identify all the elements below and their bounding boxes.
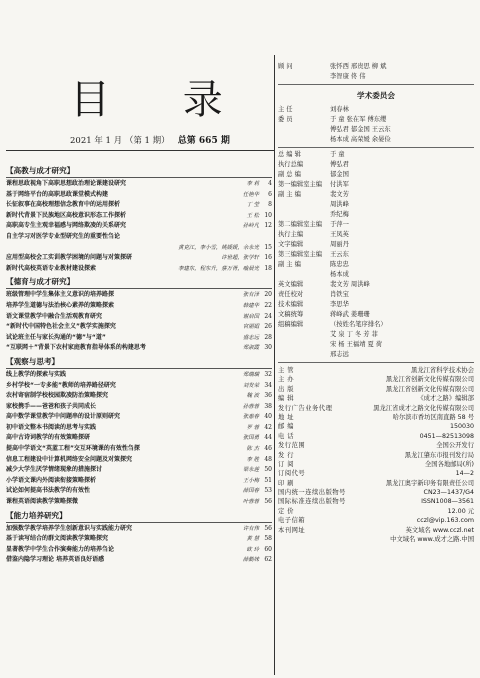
info-value: 《成才之路》编辑部 [417,395,474,403]
entry-title: 应用型高校会工实训教学困境的问题与对策探研 [6,254,133,262]
masthead-line [278,300,474,310]
issue-date: 2021 年 1 月 [70,136,123,146]
masthead-role: 文字编辑 [278,241,304,248]
info-label: 出 版 [278,385,295,393]
masthead-role: 副 主 编 [278,191,301,198]
entry-page: 56 [264,524,272,532]
toc-entry[interactable] [6,381,272,392]
entry-author: 欧 玲 [246,546,259,553]
info-value: 英文域名 www.cczl.net [405,526,474,534]
toc-entry[interactable] [6,243,272,254]
toc-entry[interactable] [6,455,272,466]
publisher-info-line [278,451,474,460]
masthead-line [278,250,474,260]
entry-author: 梁永莲 [242,467,259,474]
publisher-info-line [278,469,474,478]
masthead-line [278,72,474,82]
entry-author: 薛国春 [242,488,259,495]
masthead-names: 宋 杨 王福靖 夏 荷 [330,341,383,348]
entry-page: 36 [264,392,272,400]
entry-page: 18 [264,264,272,272]
toc-entry[interactable] [6,232,272,243]
entry-page: 58 [264,535,272,543]
entry-page: 40 [264,413,272,421]
masthead-names: 杨本成 [330,271,349,278]
info-value: 黑龙江省创新文化传媒有限公司 [385,376,474,384]
info-label: 主 管 [278,367,295,374]
masthead-line [278,150,474,160]
info-label: 发行范围 [278,442,306,450]
entry-page: 53 [264,487,272,495]
entry-title: 高职高专生主观幸福感与网络欺凌的关系研究 [6,222,127,230]
entry-page: 62 [264,556,272,564]
masthead-names: 李智康 佟 伟 [330,73,366,80]
publisher-info-line [278,385,474,394]
entry-author: 李建东，程东升，蔡万胥，喻晨光 [178,265,259,272]
entry-page: 8 [268,201,272,209]
info-value: 黑龙江省创新文化传媒有限公司 [385,385,474,393]
entry-author: 罗 蓉 [246,424,259,431]
info-label: 编 辑 [278,395,295,403]
info-value: 150030 [449,423,474,431]
masthead-names: 杨本成 高荣媛 余晏俭 [330,136,391,143]
issue-line [70,133,230,146]
entry-author: 魏 波 [246,393,259,400]
masthead-line [278,160,474,170]
masthead-line [278,135,474,145]
toc-entry[interactable] [6,444,272,455]
entry-page: 6 [268,190,272,198]
entry-title: 自主学习对医学专业型研究生的重要性刍论 [6,232,121,240]
masthead-names: 陈忠忠 [330,261,349,268]
masthead-names: 付洪军 [330,181,349,188]
masthead-line [278,350,474,360]
entry-author: 任艳华 [242,191,259,198]
masthead-names: 蒋峰武 姜珊珊 [330,311,370,318]
entry-title: 试论如何提高书法教学的有效性 [6,487,91,495]
masthead-names: 于 童 [330,151,345,158]
toc-entry[interactable] [6,290,272,301]
publisher-info-line [278,507,474,516]
contents-list [6,163,272,566]
toc-entry[interactable] [6,555,272,566]
toc-entry[interactable] [6,524,272,535]
masthead-role [278,135,330,145]
entry-page: 16 [264,254,272,262]
toc-entry[interactable] [6,253,272,264]
masthead-names: 傅弘君 [330,161,349,168]
entry-page: 22 [264,301,272,309]
info-value: 12.00 元 [447,507,474,515]
entry-author: 许世超，张学轩 [221,255,259,262]
info-value: cczl@vip.163.com [416,517,474,525]
masthead-role: 副 主 编 [278,261,301,268]
entry-page: 56 [264,498,272,506]
entry-author: 张惠春 [242,414,259,421]
issue-total: 总第 665 期 [177,136,230,146]
info-value: 黑龙江省成才之路文化传媒有限公司 [373,404,474,412]
entry-page: 26 [264,323,272,331]
section-heading: 【观察与思考】 [6,356,272,369]
info-value: 全国公开发行 [436,442,474,450]
toc-entry[interactable] [6,433,272,444]
entry-page: 32 [264,370,272,378]
entry-author: 盛志远 [242,334,259,341]
section-heading: 【能力培养研究】 [6,510,272,523]
info-label: 国内统一连续出版物号 [278,489,346,497]
entry-author: 孙岭凡 [242,223,259,230]
entry-author: 郑瑞瑞 [242,371,259,378]
masthead-role: 第三编辑室主编 [278,251,323,258]
masthead-line [278,62,474,72]
entry-author: 王 松 [246,212,259,219]
masthead-names: 邢志远 [330,351,349,358]
info-label: 印 刷 [278,479,295,487]
publisher-info-line [278,432,474,441]
publisher-info-line [278,526,474,535]
toc-entry[interactable] [6,476,272,487]
toc-entry[interactable] [6,211,272,222]
masthead-line [278,240,474,250]
masthead-names: 王云东 [330,251,349,258]
entry-title: 加强数学教学培养学生创新意识与实践能力研究 [6,524,133,532]
toc-entry[interactable] [6,190,272,201]
masthead-line [278,290,474,300]
column-divider [274,55,275,675]
entry-page: 15 [264,243,272,251]
entry-author: 陈 杰 [246,446,259,453]
section-heading: 【高教与成才研究】 [6,165,272,178]
publisher-info-line [278,394,474,403]
masthead-line [278,320,474,330]
entry-author: 李 莉 [246,181,259,187]
info-value: 14—2 [455,470,474,478]
info-label: 电子信箱 [278,517,306,525]
entry-title: 培养学生道德与法治核心素养的策略探索 [6,301,115,309]
entry-title: 显著教学中学生合作演奏能力的培养刍论 [6,545,115,553]
masthead-line [278,125,474,135]
masthead-names: 王凤英 [330,231,349,238]
info-label: 本刊网址 [278,526,306,534]
info-value: 哈尔滨市香坊区南直路 58 号 [392,413,474,421]
masthead-role: 文稿统筹 [278,311,304,318]
masthead-role: 执行总编 [278,161,304,168]
masthead-role: 执行主编 [278,231,304,238]
info-label: 邮 编 [278,423,295,431]
info-label: 订 阅 [278,460,295,468]
entry-page: 48 [264,455,272,463]
masthead-role: 组稿编辑 [278,321,304,328]
entry-title: 线上教学的探索与实践 [6,370,67,378]
entry-title: 提高中学语文“英蓝工程”交互环境课的有效性刍探 [6,445,140,453]
entry-author: 叶蓉蓉 [242,499,259,506]
advisors-block [278,60,474,85]
masthead-line [278,220,474,230]
publisher-info-line [278,375,474,384]
publisher-info-line [278,479,474,488]
toc-entry[interactable] [6,343,272,354]
masthead-line [278,170,474,180]
entry-title: 长征叙事在高校理想信念教育中的运用探析 [6,201,121,209]
entry-page: 46 [264,445,272,453]
entry-author: 官丽娟 [242,324,259,331]
masthead-role [278,72,330,82]
masthead-role: 委 员 [278,116,293,123]
toc-entry[interactable] [6,370,272,381]
masthead-names: 裴文芳 周洪峰 [330,281,370,288]
masthead-line [278,230,474,240]
entry-author: 刘发荣 [242,382,259,389]
masthead-names: 裴文芳 [330,191,349,198]
entry-author: 丁 莹 [246,202,259,209]
info-label: 定 价 [278,507,295,515]
entry-page: 38 [264,402,272,410]
publisher-info-line [278,366,474,375]
masthead-line [278,270,474,280]
page-title: 目 录 [70,77,253,123]
entry-page: 50 [264,466,272,474]
info-label: 地 址 [278,413,295,421]
entry-author: 黄 慧 [246,536,259,543]
info-label: 电 话 [278,432,295,440]
entry-author: 薛勤妹 [242,557,259,564]
publisher-info-line [278,535,474,544]
masthead-names: 乔纪梅 [330,211,349,218]
toc-entry[interactable] [6,402,272,413]
toc-entry[interactable] [6,497,272,508]
entry-title: 家校携手——爸爸和孩子共同成长 [6,402,97,410]
masthead-line [278,180,474,190]
masthead-role [278,200,330,210]
info-value: CN23—1437/G4 [423,489,474,497]
entry-author: 谢启国 [242,313,259,320]
masthead-line [278,115,474,125]
masthead-names: 周洪峰 [330,201,349,208]
masthead-line [278,190,474,200]
info-label: 订阅代号 [278,470,306,478]
info-value: 中文域名 www.成才之路.中国 [390,536,474,544]
entry-title: 高中数学课堂教学中问题串的设计原则研究 [6,413,121,421]
entry-author: 韩建华 [242,302,259,309]
masthead-line [278,200,474,210]
masthead-role: 副 总 编 [278,171,301,178]
publisher-info-line [278,422,474,431]
entry-page: 60 [264,545,272,553]
publisher-info-line [278,413,474,422]
publisher-info-block [278,363,474,544]
toc-entry[interactable] [6,391,272,402]
entry-author: 张有泽 [242,292,259,299]
entry-page: 44 [264,434,272,442]
publisher-info-line [278,488,474,497]
entry-title: 农村寄宿制学校校园欺凌防治策略探究 [6,392,109,400]
info-value: 黑龙江肇东市报刊发行局 [404,451,474,459]
entry-page: 28 [264,333,272,341]
info-label: 发 行 [278,451,295,459]
masthead-role: 责任校对 [278,291,304,298]
masthead-role: 第一编辑室主编 [278,181,323,188]
masthead-role: 第二编辑室主编 [278,221,323,228]
toc-entry[interactable] [6,534,272,545]
editors-block [278,148,474,363]
entry-title: 语文课堂教学中融合生活观教育研究 [6,312,103,320]
publisher-info-line [278,460,474,469]
entry-title: “互联网＋”背景下农村家庭教育指导体系的构建思考 [6,344,146,352]
masthead-role: 总 编 辑 [278,151,301,158]
masthead-names: 李思华 [330,301,349,308]
masthead-names: 肖铁宝 [330,291,349,298]
entry-page: 24 [264,312,272,320]
entry-title: 信息工程建设中计算机网络安全问题及对策探究 [6,455,133,463]
masthead-line [278,280,474,290]
masthead-line [278,340,474,350]
entry-page: 20 [264,291,272,299]
entry-page: 10 [264,211,272,219]
masthead-names: （按姓名笔序排名） [330,321,387,328]
masthead-line [278,260,474,270]
masthead-line [278,330,474,340]
toc-entry[interactable] [6,333,272,344]
toc-entry[interactable] [6,312,272,323]
entry-author: 王小梅 [242,477,259,484]
info-value: ISSN1008—3561 [421,498,474,506]
entry-title: 初中语文整本书阅读的思考与实践 [6,423,97,431]
toc-entry[interactable] [6,545,272,556]
masthead-role: 顾 问 [278,63,293,70]
committee-block [278,103,474,148]
info-label: 国际标准连续出版物号 [278,498,346,506]
info-label: 发行广告业务代理 [278,404,333,412]
committee-title: 学术委员会 [357,91,395,100]
masthead-role: 主 任 [278,106,293,113]
info-value: 全国各地邮局(所) [425,460,474,468]
entry-author: 黄克江，李小雪，姚媛媛，余永光 [178,244,259,251]
toc-entry[interactable] [6,179,272,190]
masthead-names: 郁金国 [330,171,349,178]
entry-author: 孙蓉蓉 [242,403,259,410]
info-label: 主 办 [278,376,295,384]
masthead-role [278,125,330,135]
section-heading: 【德育与成才研究】 [6,276,272,289]
entry-author: 许有伟 [242,525,259,532]
masthead-role [278,340,330,350]
masthead-role: 技术编辑 [278,301,304,308]
toc-entry[interactable] [6,264,272,275]
masthead-names: 傅弘君 郁金国 王云东 [330,126,391,133]
info-label [278,535,326,544]
toc-entry[interactable] [6,486,272,497]
entry-page: 12 [264,222,272,230]
entry-page: 42 [264,423,272,431]
entry-page: 34 [264,381,272,389]
entry-title: 基于网络平台的高职思政课堂模式构建 [6,190,109,198]
masthead-line [278,105,474,115]
masthead [278,60,474,544]
masthead-names: 艾 泉 丁 冬 芳 菲 [330,331,378,338]
masthead-role [278,270,330,280]
toc-entry[interactable] [6,412,272,423]
entry-title: 乡村学校“一专多能”教师的培养路径研究 [6,381,116,389]
entry-title: 试论班主任与家长沟通的“德”与“道” [6,333,106,341]
info-value: 黑龙江奥宇新印务有限责任公司 [385,479,474,487]
masthead-names: 张怀西 邢贵思 柳 斌 [330,63,387,70]
entry-title: 新时代背景下民族地区高校意识形态工作探析 [6,211,127,219]
toc-entry[interactable] [6,200,272,211]
issue-number: （第 1 期） [124,136,170,146]
entry-title: 新时代高校英语专业教材建设探索 [6,264,97,272]
entry-title: 高中古诗词教学的有效策略探研 [6,434,91,442]
toc-entry[interactable] [6,322,272,333]
masthead-names: 于 童 张在军 傅东缨 [330,116,387,123]
masthead-names: 于萍一 [330,221,349,228]
entry-title: 减少大学生厌学情绪现象的措施探讨 [6,466,103,474]
entry-title: 班级管理中学生集体主义意识的培养路探 [6,291,115,299]
masthead-role [278,330,330,340]
entry-title: 基于读写结合的群文阅读教学策略探究 [6,535,109,543]
masthead-line [278,310,474,320]
entry-author: 张国勇 [242,435,259,442]
masthead-names: 周丽丹 [330,241,349,248]
publisher-info-line [278,497,474,506]
entry-title: “新时代中国特色社会主义”教学实施探究 [6,323,116,331]
entry-page: 4 [268,180,272,187]
entry-title: 课程思政视角下高职思想政治理论课建设研究 [6,180,127,187]
entry-page: 30 [264,344,272,352]
title-divider [6,150,274,151]
toc-entry[interactable] [6,221,272,232]
info-value: 黑龙江省科学技术协会 [411,367,474,374]
masthead-names: 刘春林 [330,106,349,113]
publisher-info-line [278,516,474,525]
entry-page: 51 [264,476,272,484]
masthead-role [278,210,330,220]
publisher-info-line [278,441,474,450]
toc-entry[interactable] [6,301,272,312]
info-value: 0451—82513098 [419,432,474,440]
masthead-line [278,210,474,220]
publisher-info-line [278,404,474,413]
toc-entry[interactable] [6,423,272,434]
masthead-role [278,350,330,360]
entry-author: 李 胜 [246,456,259,463]
entry-title: 借鉴内隐学习理论 培养英语良好语感 [6,556,105,564]
entry-title: 课程英语阅读教学策略探微 [6,498,79,506]
entry-author: 郑淑霞 [242,345,259,352]
toc-entry[interactable] [6,465,272,476]
masthead-role: 英文编辑 [278,281,304,288]
entry-title: 小学语文课内外阅读衔接策略探析 [6,476,97,484]
